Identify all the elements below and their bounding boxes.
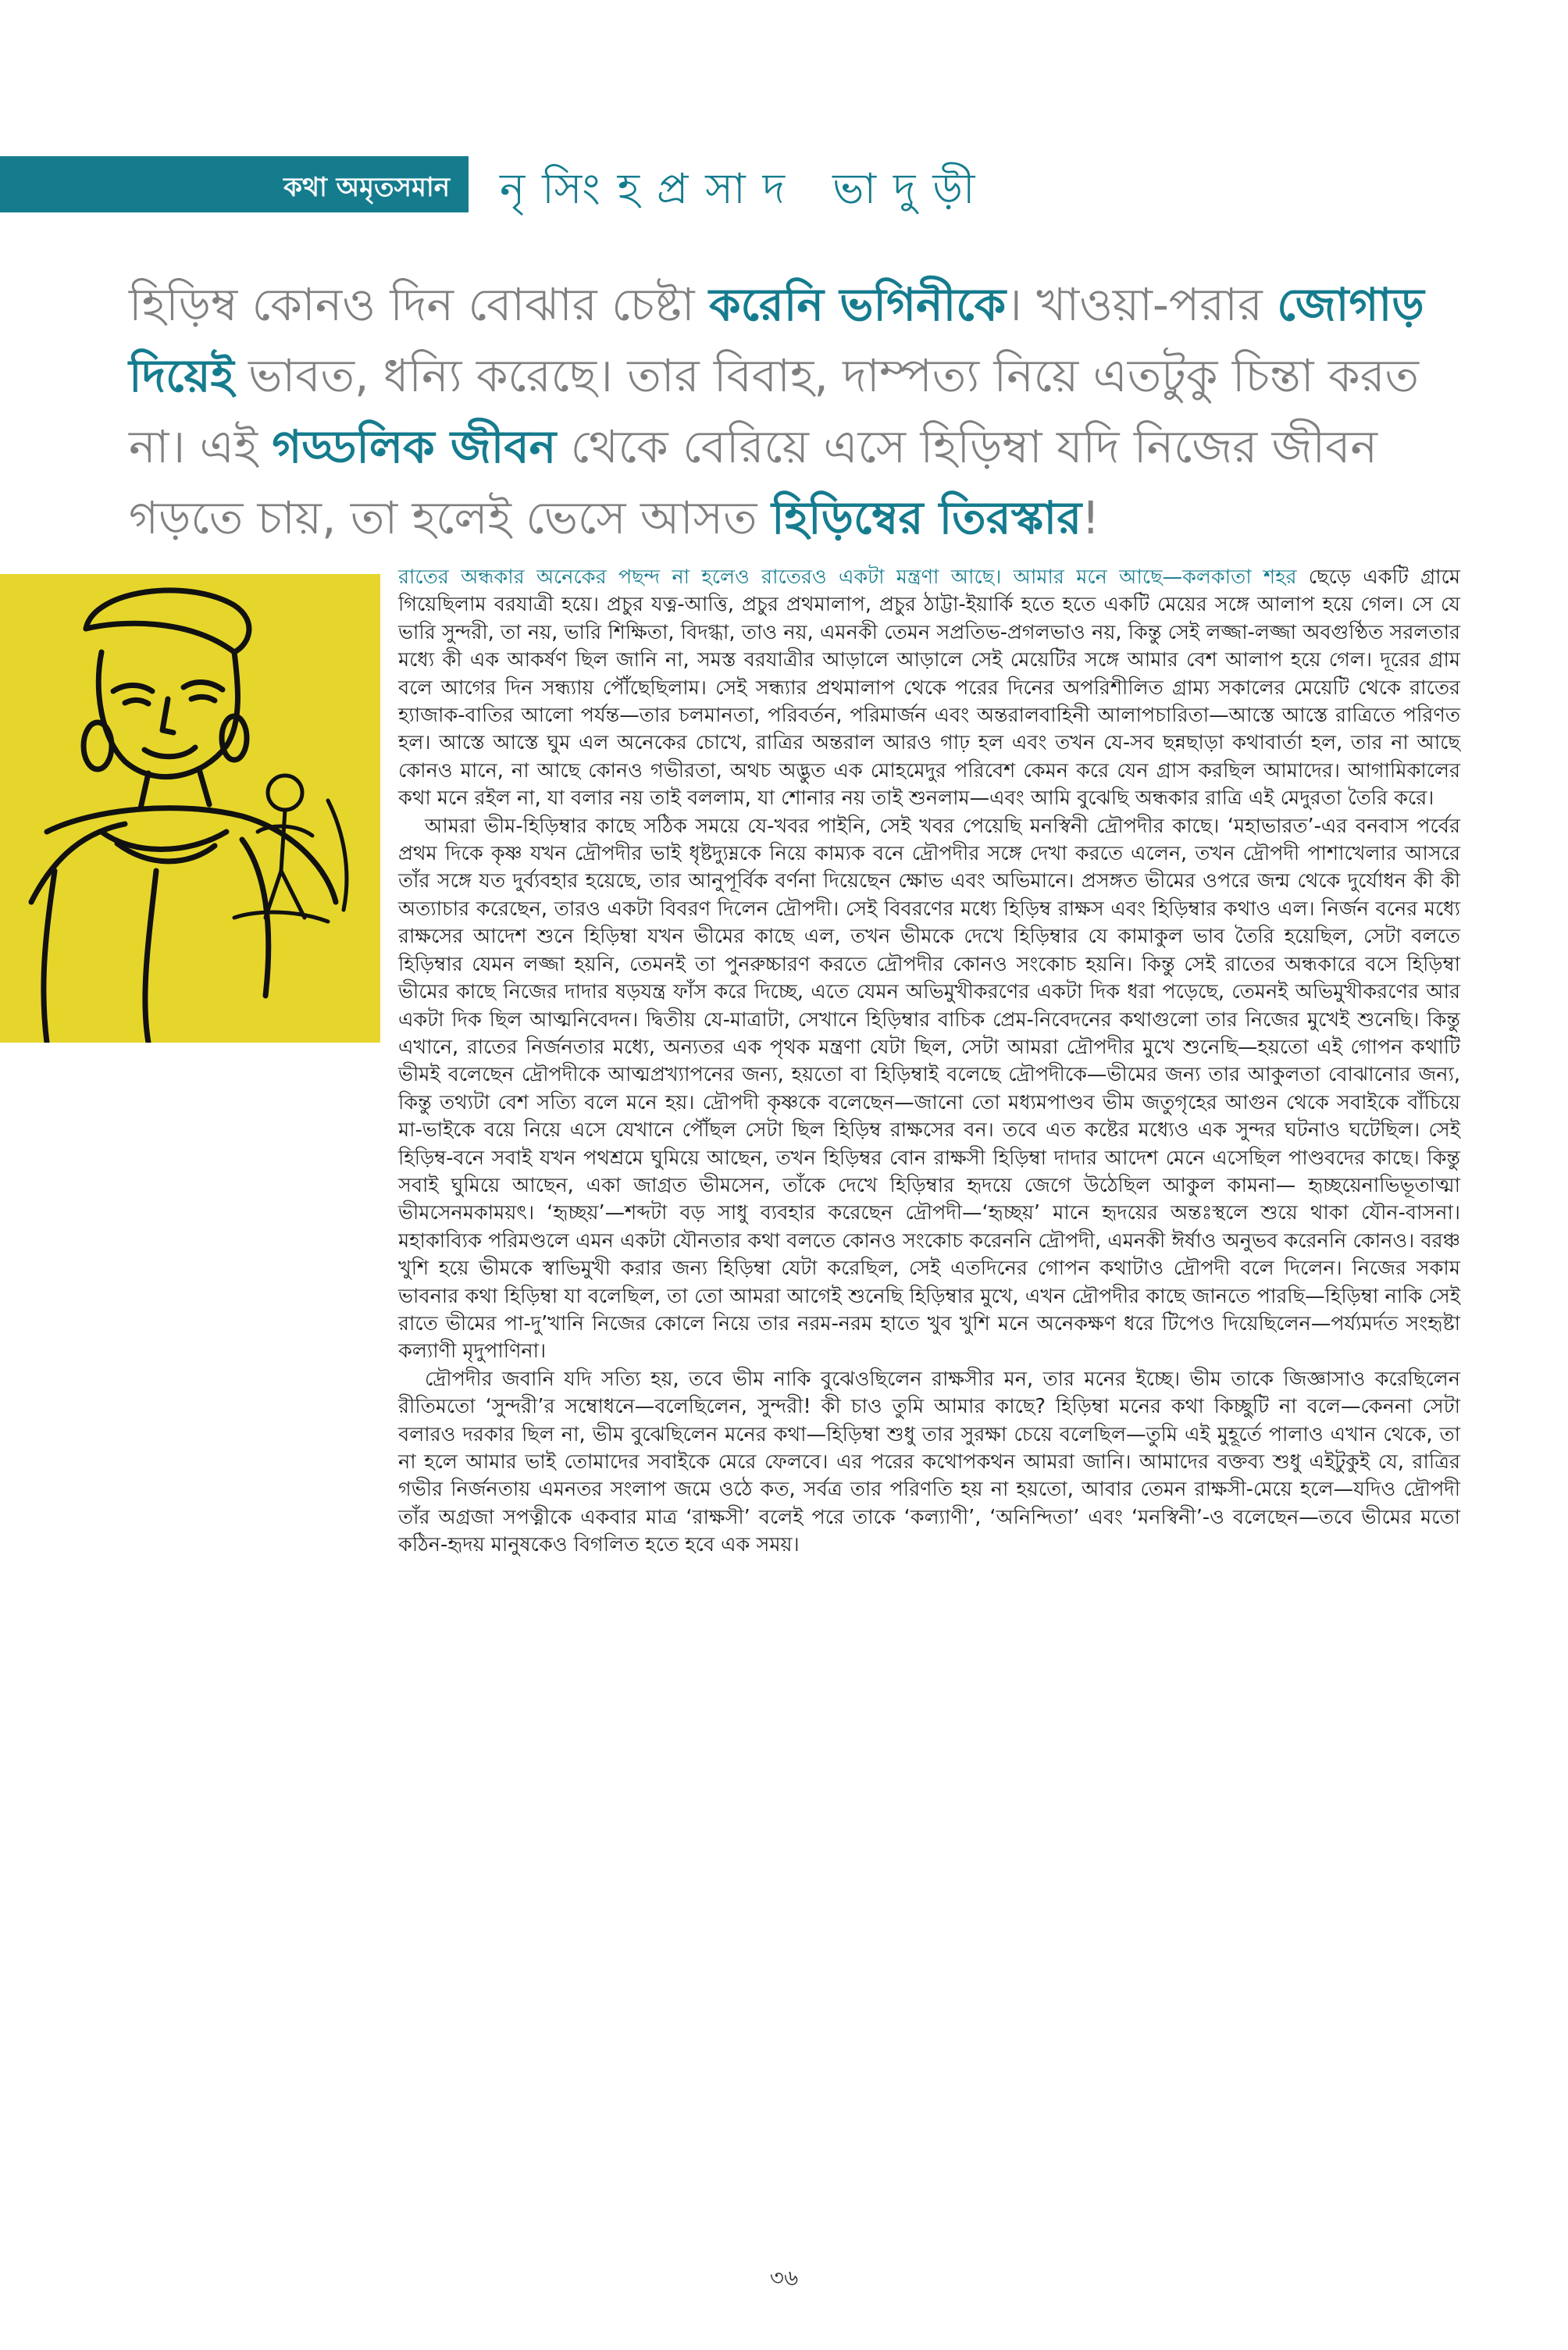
paragraph-2: আমরা ভীম-হিড়িম্বার কাছে সঠিক সময়ে যে-খবর পাইনি, সেই খবর পেয়েছি মনস্বিনী দ্রৌপদীর কাছে। ‘মহাভারত’-এর বনবাস পর্বের প্রথম দিকে কৃষ্ণ যখন দ্রৌপদীর ভাই ধৃষ্টদ্যুম্নকে নিয়ে কাম্যক বনে দ্রৌপদীর সঙ্গে দেখা করতে এলেন, তখন দ্রৌপদী পাশাখেলার আসরে তাঁর সঙ্গে যত দুর্ব্যবহার হয়েছে, তার আনুপূর্বিক বর্ণনা দিয়েছেন ক্ষোভ এবং অভিমানে। প্রসঙ্গত ভীমের ওপরে জন্ম থেকে দুর্যোধন কী কী অত্যাচার করেছেন, তারও একটা বিবরণ দিলেন দ্রৌপদী। সেই বিবরণের মধ্যে হিড়িম্ব রাক্ষস এবং হিড়িম্বার কথাও এল। নির্জন বনের মধ্যে রাক্ষসের আদেশ শুনে হিড়িম্বা যখন ভীমের কাছে এল, তখন ভীমকে দেখে হিড়িম্বার যে কামাকুল ভাব তৈরি হয়েছিল, সেটা বলতে হিড়িম্বার যেমন লজ্জা হয়নি, তেমনই তা পুনরুচ্চারণ করতে দ্রৌপদীর কোনও সংকোচ হয়নি। কিন্তু সেই রাতের অন্ধকারে বসে হিড়িম্বা ভীমের কাছে নিজের দাদার ষড়যন্ত্র ফাঁস করে দিচ্ছে, এতে যেমন অভিমুখীকরণের একটা দিক ধরা পড়েছে, তেমনই অভিমুখীকরণের আর একটা দিক ছিল আত্মনিবেদন। দ্বিতীয় যে-মাত্রাটা, সেখানে হিড়িম্বার বাচিক প্রেম-নিবেদনের কথাগুলো তার নিজের মুখেই শুনেছি। কিন্তু এখানে, রাতের নির্জনতার মধ্যে, অন্যতর এক পৃথক মন্ত্রণা যেটা ছিল, সেটা আমরা দ্রৌপদীর মুখে শুনেছি—হয়তো এই গোপন কথাটি ভীমই বলেছেন দ্রৌপদীকে আত্মপ্রখ্যাপনের জন্য, হয়তো বা হিড়িম্বাই বলেছে দ্রৌপদীকে—ভীমের জন্য তার আকুলতা বোঝানোর জন্য, কিন্তু তথ্যটা বেশ সত্যি বলে মনে হয়। দ্রৌপদী কৃষ্ণকে বলেছেন—জানো তো মধ্যমপাণ্ডব ভীম জতুগৃহের আগুন থেকে সবাইকে বাঁচিয়ে মা-ভাইকে বয়ে নিয়ে এসে যেখানে পৌঁছল সেটা ছিল হিড়িম্ব রাক্ষসের বন। তবে এত কষ্টের মধ্যেও এক সুন্দর ঘটনাও ঘটেছিল। সেই হিড়িম্ব-বনে সবাই যখন পথশ্রমে ঘুমিয়ে আছেন, তখন হিড়িম্বর বোন রাক্ষসী হিড়িম্বা দাদার আদেশ মেনে এসেছিল পাণ্ডবদের কাছে। কিন্তু সবাই ঘুমিয়ে আছেন, একা জাগ্রত ভীমসেন, তাঁকে দেখে হিড়িম্বার হৃদয়ে জেগে উঠেছিল আকুল কামনা— হৃচ্ছয়েনাভিভূতাত্মা ভীমসেনমকাময়ৎ। ‘হৃচ্ছয়’—শব্দটা বড় সাধু ব্যবহার করেছেন দ্রৌপদী—‘হৃচ্ছয়’ মানে হৃদয়ের অন্তঃস্থলে শুয়ে থাকা যৌন-বাসনা। মহাকাব্যিক পরিমণ্ডলে এমন একটা যৌনতার কথা বলতে কোনও সংকোচ করেননি দ্রৌপদী, এমনকী ঈর্ষাও অনুভব করেননি কোনও। বরঞ্চ খুশি হয়ে ভীমকে স্বাভিমুখী করার জন্য হিড়িম্বা যেটা করেছিল, সেই এতদিনের গোপন কথাটাও দ্রৌপদী বলে দিলেন। নিজের সকাম ভাবনার কথা হিড়িম্বা যা বলেছিল, তা তো আমরা আগেই শুনেছি হিড়িম্বার মুখে, এখন দ্রৌপদীর কাছে জানতে পারছি—হিড়িম্বা নাকি সেই রাতে ভীমের পা-দু’খানি নিজের কোলে নিয়ে তার নরম-নরম হাতে খুব খুশি মনে অনেকক্ষণ ধরে টিপেও দিয়েছিলেন—পর্য্যমর্দত সংহৃষ্টা কল্যাণী মৃদুপাণিনা। (398, 814, 1460, 1364)
lead-text: রাতের অন্ধকার অনেকের পছন্দ না হলেও রাতেরও একটা মন্ত্রণা আছে। আমার মনে আছে—কলকাতা শহর (398, 565, 1297, 589)
pull-quote-text: হিড়িম্ব কোনও দিন বোঝার চেষ্টা (129, 278, 710, 331)
author-name: নৃসিংহপ্রসাদ ভাদুড়ী (500, 164, 992, 213)
paragraph-3: দ্রৌপদীর জবানি যদি সত্যি হয়, তবে ভীম নাকি বুঝেওছিলেন রাক্ষসীর মন, তার মনের ইচ্ছে। ভীম তাকে জিজ্ঞাসাও করেছিলেন রীতিমতো ‘সুন্দরী’র সম্বোধনে—বলেছিলেন, সুন্দরী! কী চাও তুমি আমার কাছে? হিড়িম্বা মনের কথা কিচ্ছুটি না বলে—কেননা সেটা বলারও দরকার ছিল না, ভীম বুঝেছিলেন মনের কথা—হিড়িম্বা শুধু তার সুরক্ষা চেয়ে বলেছিল—তুমি এই মুহূর্তে পালাও এখান থেকে, তা না হলে আমার ভাই তোমাদের সবাইকে মেরে ফেলবে। এর পরের কথোপকথন আমরা জানি। আমাদের বক্তব্য শুধু এইটুকুই যে, রাত্রির গভীর নির্জনতায় এমনতর সংলাপ জমে ওঠে কত, সর্বত্র তার পরিণতি হয় না হয়তো, আবার তেমন রাক্ষসী-মেয়ে হলে—যদিও দ্রৌপদী তাঁর অগ্রজা সপত্নীকে একবার মাত্র ‘রাক্ষসী’ বলেই পরে তাকে ‘কল্যাণী’, ‘অনিন্দিতা’ এবং ‘মনস্বিনী’-ও বলেছেন—তবে ভীমের মতো কঠিন-হৃদয় মানুষকেও বিগলিত হতে হবে এক সময়। (398, 1367, 1460, 1557)
pull-quote-text: । খাওয়া-পরার (1006, 278, 1278, 331)
article-body (398, 564, 1460, 1560)
pull-quote-highlight: জোগাড় দিয়েই (129, 278, 1424, 402)
page-number: ৩৬ (769, 2265, 799, 2291)
pull-quote (129, 269, 1456, 554)
illustration (0, 574, 380, 1043)
paragraph-1 (398, 564, 1460, 813)
pull-quote-text: ভাবত, ধন্যি করেছে। তার বিবাহ, দাম্পত্য নিয়ে এতটুকু চিন্তা করত না। এই (129, 349, 1420, 473)
hidimba-sketch (0, 574, 380, 1043)
paragraph-1-text: ছেড়ে একটি গ্রামে গিয়েছিলাম বরযাত্রী হয়ে। প্রচুর যত্ন-আত্তি, প্রচুর প্রথমালাপ, প্রচুর ঠাট্টা-ইয়ার্কি হতে হতে একটি মেয়ের সঙ্গে আলাপ হয়ে গেল। সে যে ভারি সুন্দরী, তা নয়, ভারি শিক্ষিতা, বিদগ্ধা, তাও নয়, এমনকী তেমন সপ্রতিভ-প্রগলভাও নয়, কিন্তু সেই লজ্জা-লজ্জা অবগুণ্ঠিত সরলতার মধ্যে কী এক আকর্ষণ ছিল জানি না, সমস্ত বরযাত্রীর আড়ালে আড়ালে সেই মেয়েটির সঙ্গে আমার বেশ আলাপ হয়ে গেল। দূরের গ্রাম বলে আগের দিন সন্ধ্যায় পৌঁছেছিলাম। সেই সন্ধ্যার প্রথমালাপ থেকে পরের দিনের অপরিশীলিত গ্রাম্য সকালের মেয়েটি থেকে রাতের হ্যাজাক-বাতির আলো পর্যন্ত—তার চলমানতা, পরিবর্তন, পরিমার্জন এবং অন্তরালবাহিনী আলাপচারিতা—আস্তে আস্তে রাত্রিতে পরিণত হল। আস্তে আস্তে ঘুম এল অনেকের চোখে, রাত্রির অন্তরাল আরও গাঢ় হল এবং তখন যে-সব ছন্নছাড়া কথাবার্তা হল, তার না আছে কোনও মানে, না আছে কোনও গভীরতা, অথচ অদ্ভুত এক মোহমেদুর পরিবেশ কেমন করে যেন গ্রাস করছিল আমাদের। আগামিকালের কথা মনে রইল না, যা বলার নয় তাই বললাম, যা শোনার নয় তাই শুনলাম—এবং আমি বুঝেছি অন্ধকার রাত্রি এই মেদুরতা তৈরি করে। (398, 565, 1460, 811)
pull-quote-highlight: গড্ডলিক জীবন (272, 420, 557, 473)
pull-quote-text: থেকে বেরিয়ে এসে হিড়িম্বা যদি নিজের জীবন গড়তে চায়, তা হলেই ভেসে আসত (129, 420, 1378, 544)
pull-quote-text: ! (1082, 491, 1100, 544)
pull-quote-highlight: করেনি ভগিনীকে (709, 278, 1007, 331)
section-label: কথা অমৃতসমান (283, 172, 450, 203)
section-header-bar (0, 156, 469, 212)
pull-quote-highlight: হিড়িম্বের তিরস্কার (771, 491, 1082, 544)
